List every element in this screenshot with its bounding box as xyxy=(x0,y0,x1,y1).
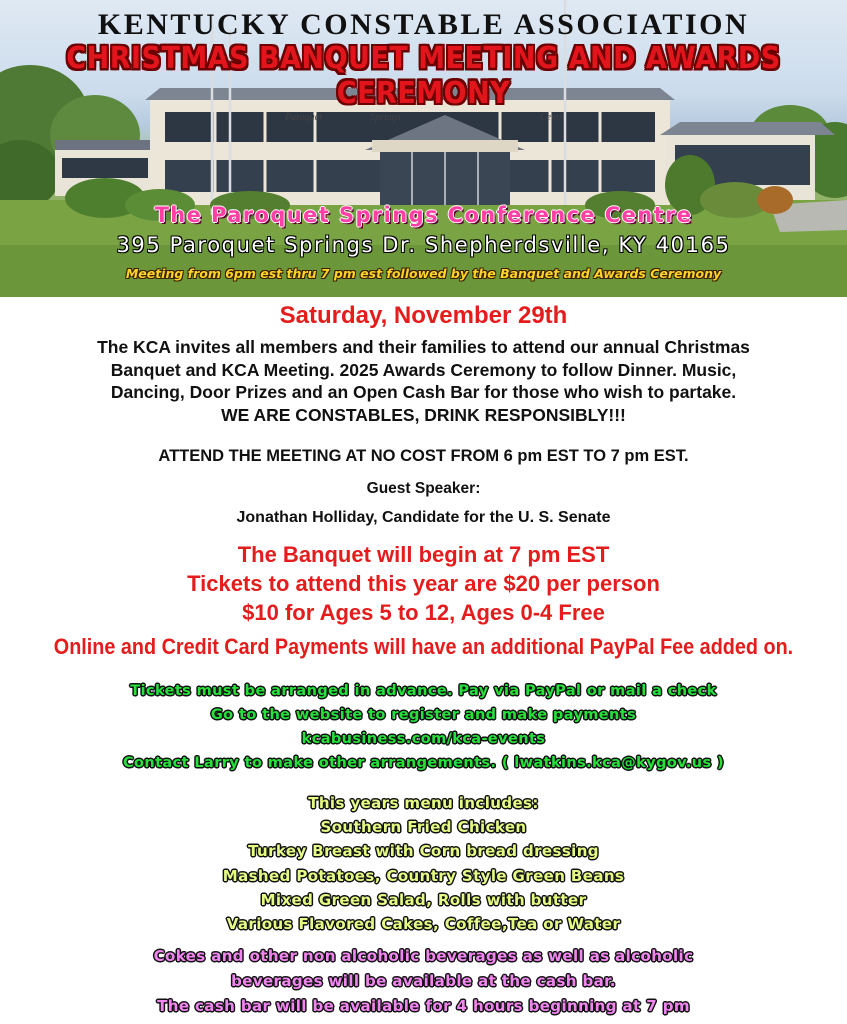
meeting-time-note: Meeting from 6pm est thru 7 pm est followed by the Banquet and Awards Ceremony xyxy=(125,266,722,281)
building-sign-word: Centre xyxy=(540,112,567,123)
organization-name: KENTUCKY CONSTABLE ASSOCIATION xyxy=(97,8,750,41)
contact-email-line[interactable]: Contact Larry to make other arrangements. ( lwatkins.kca@kygov.us ) xyxy=(122,755,725,771)
paypal-fee-notice: Online and Credit Card Payments will have an additional PayPal Fee added on. xyxy=(53,634,794,659)
cash-bar-line: Cokes and other non alcoholic beverages as well as alcoholic xyxy=(153,947,694,965)
event-date: Saturday, November 29th xyxy=(279,302,568,329)
ticket-info xyxy=(0,540,847,627)
invitation-paragraph xyxy=(0,336,847,426)
invitation-line: The KCA invites all members and their families to attend our annual Christmas xyxy=(97,337,750,357)
invitation-line: Banquet and KCA Meeting. 2025 Awards Ceremony to follow Dinner. Music, xyxy=(110,359,737,380)
registration-line: Go to the website to register and make payments xyxy=(210,707,637,723)
ticket-line: The Banquet will begin at 7 pm EST xyxy=(237,542,610,567)
cash-bar-line: beverages will be available at the cash bar. xyxy=(231,972,616,990)
registration-info xyxy=(0,679,847,775)
menu-item: Mixed Green Salad, Rolls with butter xyxy=(260,890,587,909)
dinner-menu xyxy=(0,791,847,936)
event-title: CHRISTMAS BANQUET MEETING AND AWARDS CEREMONY xyxy=(66,41,781,111)
invitation-line: Dancing, Door Prizes and an Open Cash Bar for those who wish to partake. xyxy=(110,382,737,402)
guest-speaker-name: Jonathan Holliday, Candidate for the U. S. Senate xyxy=(236,509,611,526)
cash-bar-line: The cash bar will be available for 4 hours beginning at 7 pm xyxy=(157,997,690,1015)
menu-item: Various Flavored Cakes, Coffee,Tea or Water xyxy=(226,915,621,934)
registration-line: Tickets must be arranged in advance. Pay via PayPal or mail a check xyxy=(130,683,717,699)
header-banner xyxy=(0,0,847,297)
menu-item: Southern Fried Chicken xyxy=(320,818,527,837)
cash-bar-info xyxy=(0,944,847,1019)
venue-address: 395 Paroquet Springs Dr. Shepherdsville, KY 40165 xyxy=(116,233,731,257)
venue-name: The Paroquet Springs Conference Centre xyxy=(154,203,693,227)
ticket-line: $10 for Ages 5 to 12, Ages 0-4 Free xyxy=(242,600,605,625)
menu-heading: This years menu includes: xyxy=(308,794,539,812)
menu-item: Turkey Breast with Corn bread dressing xyxy=(248,842,599,861)
invitation-line: WE ARE CONSTABLES, DRINK RESPONSIBLY!!! xyxy=(221,404,626,425)
ticket-line: Tickets to attend this year are $20 per person xyxy=(187,571,660,596)
menu-item: Mashed Potatoes, Country Style Green Beans xyxy=(222,866,625,885)
guest-speaker-label: Guest Speaker: xyxy=(366,480,481,497)
building-sign-word: Paroquet xyxy=(285,112,322,123)
building-sign-word: Springs xyxy=(370,112,401,123)
free-meeting-notice: ATTEND THE MEETING AT NO COST FROM 6 pm EST TO 7 pm EST. xyxy=(158,447,689,465)
website-link[interactable]: kcabusiness.com/kca-events xyxy=(301,731,546,747)
